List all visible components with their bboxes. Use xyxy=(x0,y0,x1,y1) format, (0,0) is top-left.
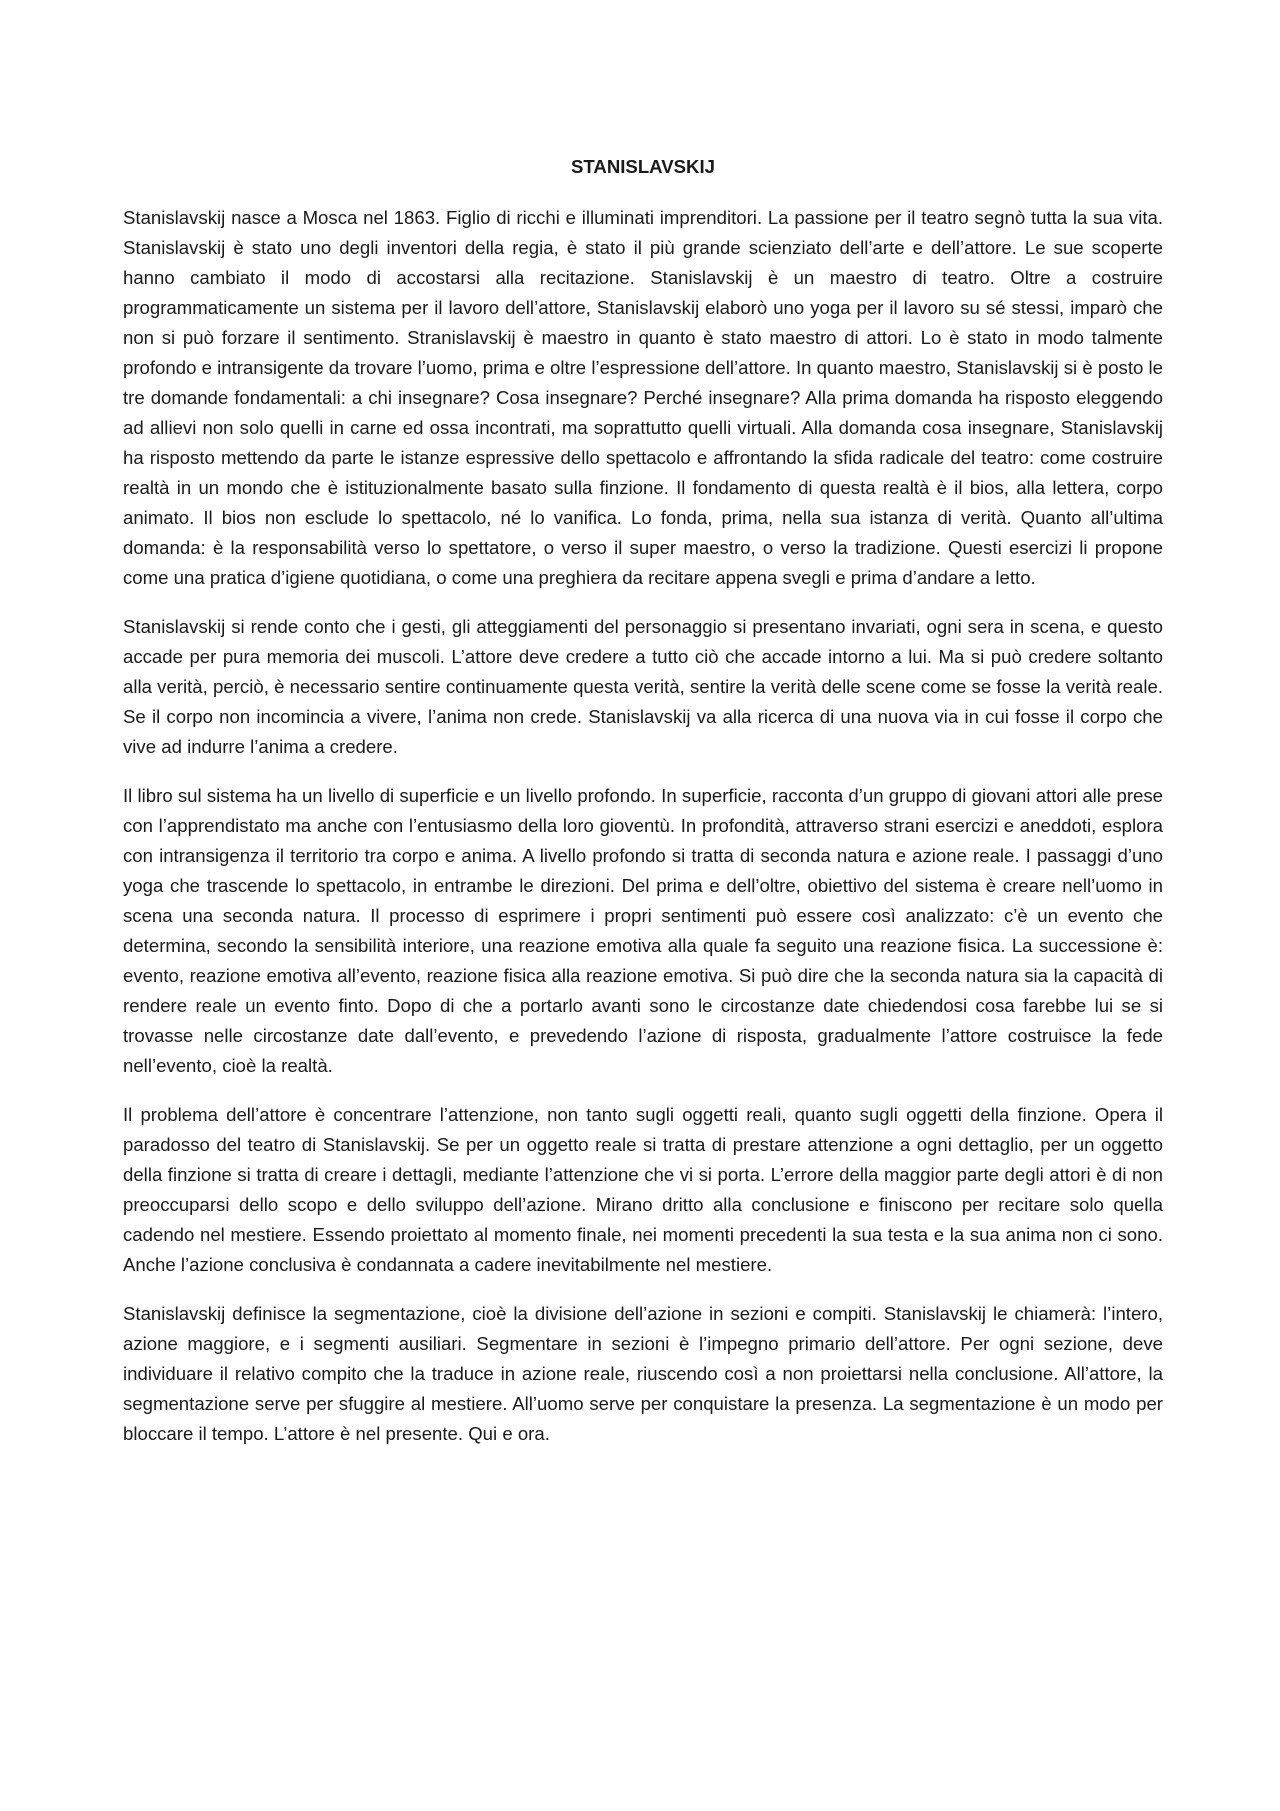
paragraph-5: Stanislavskij definisce la segmentazione, cioè la divisione dell’azione in sezioni e compiti. Stanislavskij le chiamerà: l’intero, azione maggiore, e i segmenti ausiliari. Segmentare in sezioni è l’impegno primario dell’attore. Per ogni sezione, deve individuare il relativo compito che la traduce in azione reale, riuscendo così a non proiettarsi nella conclusione. All’attore, la segmentazione serve per sfuggire al mestiere. All’uomo serve per conquistare la presenza. La segmentazione è un modo per bloccare il tempo. L’attore è nel presente. Qui e ora. xyxy=(123,1303,1163,1444)
paragraph-1: Stanislavskij nasce a Mosca nel 1863. Figlio di ricchi e illuminati imprenditori. La passione per il teatro segnò tutta la sua vita. Stanislavskij è stato uno degli inventori della regia, è stato il più grande scienziato dell’arte e dell’attore. Le sue scoperte hanno cambiato il modo di accostarsi alla recitazione. Stanislavskij è un maestro di teatro. Oltre a costruire programmaticamente un sistema per il lavoro dell’attore, Stanislavskij elaborò uno yoga per il lavoro su sé stessi, imparò che non si può forzare il sentimento. Stranislavskij è maestro in quanto è stato maestro di attori. Lo è stato in modo talmente profondo e intransigente da trovare l’uomo, prima e oltre l’espressione dell’attore. In quanto maestro, Stanislavskij si è posto le tre domande fondamentali: a chi insegnare? Cosa insegnare? Perché insegnare? Alla prima domanda ha risposto eleggendo ad allievi non solo quelli in carne ed ossa incontrati, ma soprattutto quelli virtuali. Alla domanda cosa insegnare, Stanislavskij ha risposto mettendo da parte le istanze espressive dello spettacolo e affrontando la sfida radicale del teatro: come costruire realtà in un mondo che è istituzionalmente basato sulla finzione. Il fondamento di questa realtà è il bios, alla lettera, corpo animato. Il bios non esclude lo spettacolo, né lo vanifica. Lo fonda, prima, nella sua istanza di verità. Quanto all’ultima domanda: è la responsabilità verso lo spettatore, o verso il super maestro, o verso la tradizione. Questi esercizi li propone come una pratica d’igiene quotidiana, o come una preghiera da recitare appena svegli e prima d’andare a letto. xyxy=(123,207,1163,588)
document-title: STANISLAVSKIJ xyxy=(571,156,715,177)
paragraph-3: Il libro sul sistema ha un livello di superficie e un livello profondo. In superficie, racconta d’un gruppo di giovani attori alle prese con l’apprendistato ma anche con l’entusiasmo della loro gioventù. In profondità, attraverso strani esercizi e aneddoti, esplora con intransigenza il territorio tra corpo e anima. A livello profondo si tratta di seconda natura e azione reale. I passaggi d’uno yoga che trascende lo spettacolo, in entrambe le direzioni. Del prima e dell’oltre, obiettivo del sistema è creare nell’uomo in scena una seconda natura. Il processo di esprimere i propri sentimenti può essere così analizzato: c’è un evento che determina, secondo la sensibilità interiore, una reazione emotiva alla quale fa seguito una reazione fisica. La successione è: evento, reazione emotiva all’evento, reazione fisica alla reazione emotiva. Si può dire che la seconda natura sia la capacità di rendere reale un evento finto. Dopo di che a portarlo avanti sono le circostanze date chiedendosi cosa farebbe lui se si trovasse nelle circostanze date dall’evento, e prevedendo l’azione di risposta, gradualmente l’attore costruisce la fede nell’evento, cioè la realtà. xyxy=(123,785,1163,1076)
paragraph-2: Stanislavskij si rende conto che i gesti, gli atteggiamenti del personaggio si presentano invariati, ogni sera in scena, e questo accade per pura memoria dei muscoli. L’attore deve credere a tutto ciò che accade intorno a lui. Ma si può credere soltanto alla verità, perciò, è necessario sentire continuamente questa verità, sentire la verità delle scene come se fosse la verità reale. Se il corpo non incomincia a vivere, l’anima non crede. Stanislavskij va alla ricerca di una nuova via in cui fosse il corpo che vive ad indurre l’anima a credere. xyxy=(123,616,1163,757)
paragraph-4: Il problema dell’attore è concentrare l’attenzione, non tanto sugli oggetti reali, quanto sugli oggetti della finzione. Opera il paradosso del teatro di Stanislavskij. Se per un oggetto reale si tratta di prestare attenzione a ogni dettaglio, per un oggetto della finzione si tratta di creare i dettagli, mediante l’attenzione che vi si porta. L’errore della maggior parte degli attori è di non preoccuparsi dello scopo e dello sviluppo dell’azione. Mirano dritto alla conclusione e finiscono per recitare solo quella cadendo nel mestiere. Essendo proiettato al momento finale, nei momenti precedenti la sua testa e la sua anima non ci sono. Anche l’azione conclusiva è condannata a cadere inevitabilmente nel mestiere. xyxy=(123,1104,1163,1275)
document-body xyxy=(123,152,1163,1468)
